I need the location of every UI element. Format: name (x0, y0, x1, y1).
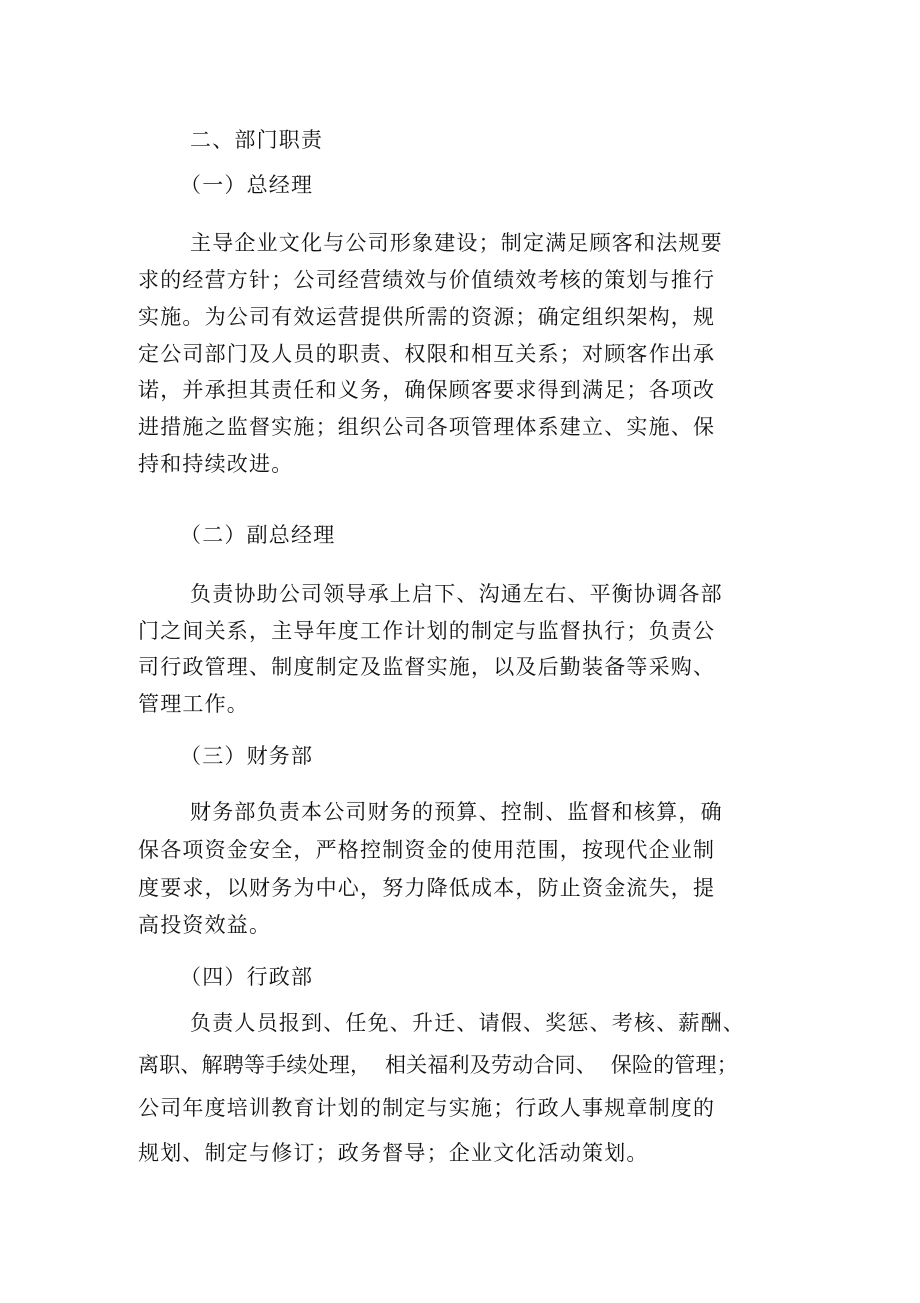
paragraph-line: 保各项资金安全，严格控制资金的使用范围，按现代企业制 (138, 838, 716, 862)
paragraph-line: 规划、制定与修订；政务督导；企业文化活动策划。 (138, 1141, 649, 1165)
paragraph-line: 公司年度培训教育计划的制定与实施；行政人事规章制度的 (138, 1096, 716, 1120)
paragraph-line: 求的经营方针；公司经营绩效与价值绩效考核的策划与推行 (138, 268, 716, 292)
paragraph-line: 负责人员报到、任免、升迁、请假、奖惩、考核、薪酬、 (190, 1011, 745, 1035)
paragraph-line: 管理工作。 (138, 692, 249, 716)
paragraph-line: 度要求，以财务为中心，努力降低成本，防止资金流失，提 (138, 876, 716, 900)
paragraph-line: 门之间关系，主导年度工作计划的制定与监督执行；负责公 (138, 619, 716, 643)
subsection-heading-administration-department: （四）行政部 (180, 965, 314, 989)
paragraph-line: 负责协助公司领导承上启下、沟通左右、平衡协调各部 (190, 582, 723, 606)
subsection-heading-finance-department: （三）财务部 (180, 744, 314, 768)
paragraph-line: 高投资效益。 (138, 913, 272, 937)
section-title: 二、部门职责 (190, 128, 324, 152)
paragraph-line: 持和持续改进。 (138, 452, 294, 476)
paragraph-line: 诺，并承担其责任和义务，确保顾客要求得到满足；各项改 (138, 378, 716, 402)
paragraph-line: 进措施之监督实施；组织公司各项管理体系建立、实施、保 (138, 415, 716, 439)
paragraph-line: 实施。为公司有效运营提供所需的资源；确定组织架构，规 (138, 305, 716, 329)
paragraph-line: 离职、解聘等手续处理， 相关福利及劳动合同、 保险的管理； (138, 1053, 738, 1077)
subsection-heading-deputy-general-manager: （二）副总经理 (180, 523, 336, 547)
paragraph-line: 定公司部门及人员的职责、权限和相互关系；对顾客作出承 (138, 342, 716, 366)
paragraph-line: 司行政管理、制度制定及监督实施，以及后勤装备等采购、 (138, 655, 716, 679)
paragraph-line: 财务部负责本公司财务的预算、控制、监督和核算，确 (190, 800, 723, 824)
paragraph-line: 主导企业文化与公司形象建设；制定满足顾客和法规要 (190, 231, 723, 255)
subsection-heading-general-manager: （一）总经理 (180, 173, 314, 197)
